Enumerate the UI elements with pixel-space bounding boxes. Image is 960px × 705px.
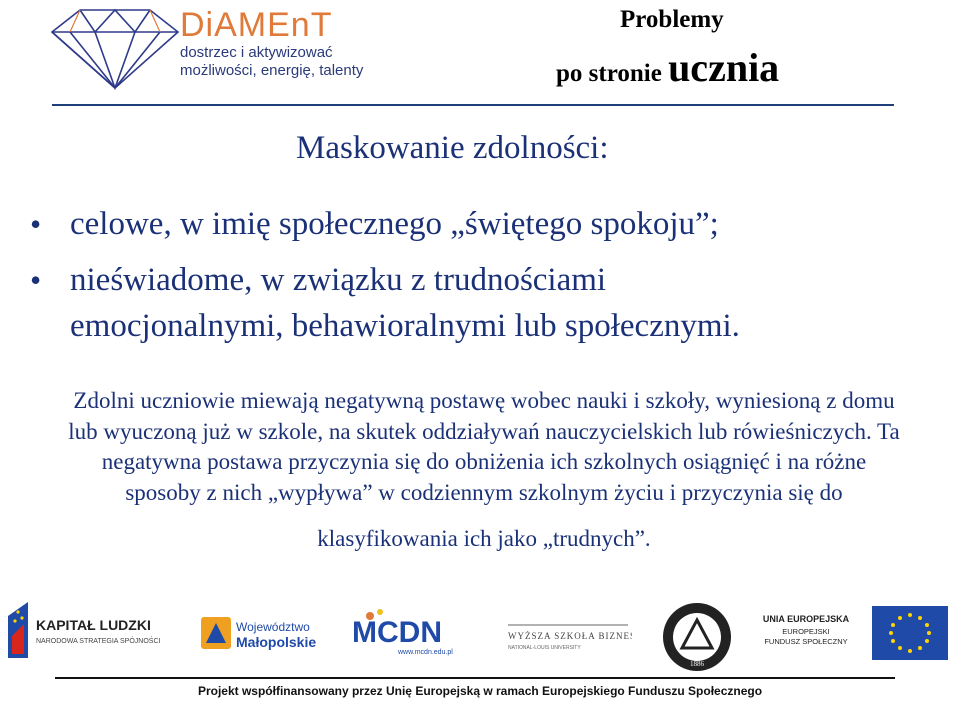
wsb-name: WYŻSZA SZKOŁA BIZNESU <box>508 631 632 641</box>
brand-block <box>180 6 363 80</box>
title-big-part: ucznia <box>668 45 780 90</box>
slide-title-line1: Problemy <box>620 6 724 33</box>
paragraph-last-line: klasyfikowania ich jako „trudnych”. <box>317 526 651 551</box>
footer-divider <box>55 677 895 679</box>
mcdn-name: MCDN <box>352 616 442 649</box>
title-small-part: po stronie <box>556 60 669 87</box>
kapital-ludzki-logo <box>6 596 182 664</box>
brand-tagline-2: możliwości, energię, talenty <box>180 62 364 79</box>
bullet-item <box>30 254 930 352</box>
ue-line1: UNIA EUROPEJSKA <box>762 614 850 624</box>
bullet-text: nieświadome, w związku z trudnościami <box>70 262 607 298</box>
ue-line2: EUROPEJSKI <box>782 627 830 636</box>
bullet-list <box>30 198 930 352</box>
diament-diamond-logo <box>40 6 190 90</box>
malopolska-line2: Małopolskie <box>236 634 317 650</box>
malopolska-line1: Województwo <box>236 620 310 634</box>
eu-efs-logo <box>754 598 954 668</box>
bullet-item <box>30 198 930 250</box>
funding-note: Projekt współfinansowany przez Unię Europejską w ramach Europejskiego Funduszu Społecznego <box>197 684 763 698</box>
mcdn-url: www.mcdn.edu.pl <box>398 649 453 656</box>
header-divider <box>52 104 894 106</box>
kapital-sub: NARODOWA STRATEGIA SPÓJNOŚCI <box>36 638 161 645</box>
national-louis-university-seal <box>660 600 734 674</box>
wsb-sub: NATIONAL-LOUIS UNIVERSITY <box>508 645 581 651</box>
bullet-text-continuation: emocjonalnymi, behawioralnymi lub społecznymi. <box>70 308 740 344</box>
paragraph-text: Zdolni uczniowie miewają negatywną postawę wobec nauki i szkoły, wyniesioną z domu lub wyuczoną już w szkole, na skutek oddziaływań nauczycielskich lub rówieśniczych. Ta negatywna postawa przyczynia się do obniżenia ich szkolnych osiągnięć i na różne sposoby z nich „wypływa” w codziennym szkolnym życiu i przyczynia się do <box>68 388 900 505</box>
malopolska-logo <box>200 611 324 655</box>
ue-line3: FUNDUSZ SPOŁECZNY <box>764 637 848 646</box>
bullet-text: celowe, w imię społecznego „świętego spokoju”; <box>70 206 719 242</box>
brand-name: DiAMEnT <box>180 6 333 44</box>
slide-title-line2 <box>556 44 779 91</box>
section-heading: Maskowanie zdolności: <box>296 130 609 166</box>
body-paragraph <box>64 386 904 555</box>
wsb-logo <box>504 615 632 655</box>
brand-tagline-1: dostrzec i aktywizować <box>180 44 333 61</box>
kapital-title: KAPITAŁ LUDZKI <box>36 617 151 633</box>
mcdn-logo <box>350 604 465 656</box>
nlu-year: 1886 <box>690 660 704 668</box>
